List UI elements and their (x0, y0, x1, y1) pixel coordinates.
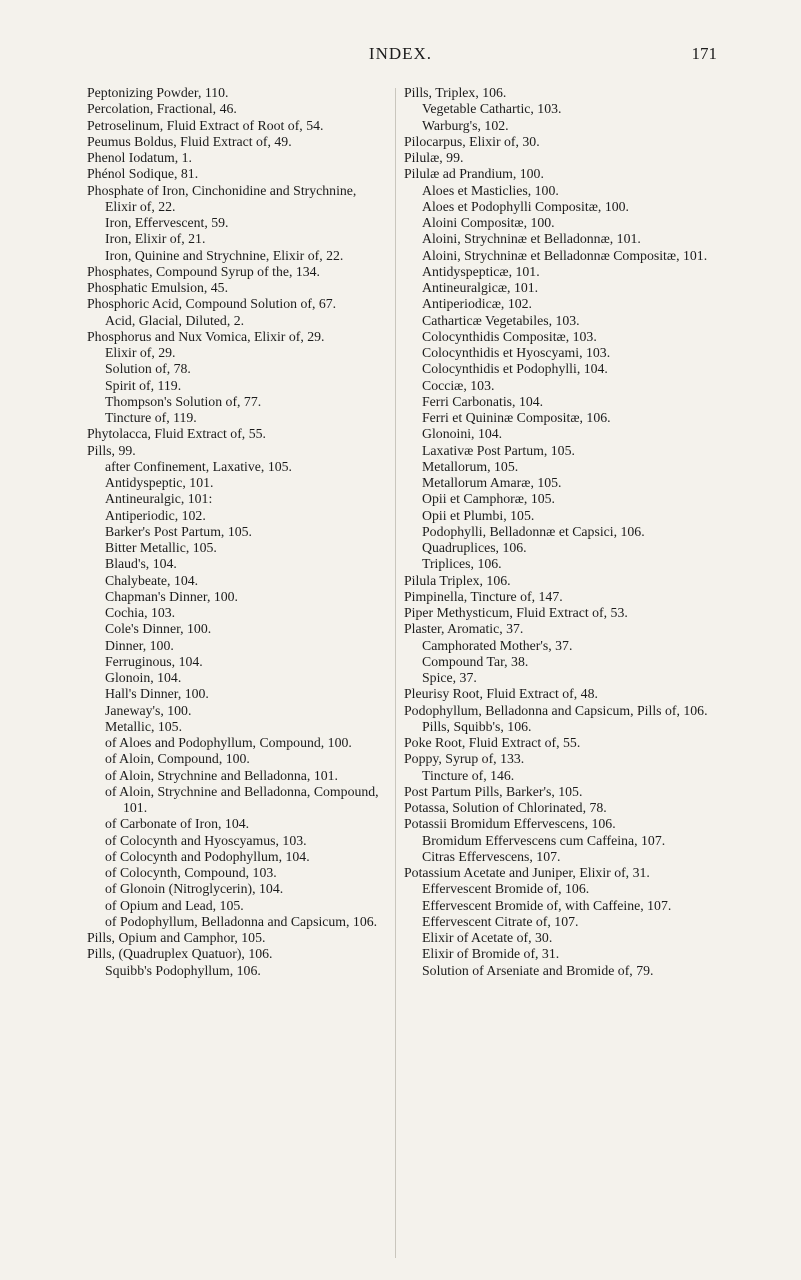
index-subentry: of Aloin, Strychnine and Belladonna, 101. (105, 767, 338, 783)
index-entry: Pilulæ, 99. (404, 150, 464, 165)
index-subentry: of Colocynth, Compound, 103. (105, 865, 277, 880)
index-subentry: Glonoini, 104. (422, 426, 503, 442)
index-subentry: Antidyspeptic, 101. (105, 475, 214, 490)
index-subentry: Bitter Metallic, 105. (105, 540, 217, 555)
index-subentry: Effervescent Citrate of, 107. (422, 913, 579, 929)
index-subentry: Tincture of, 119. (105, 410, 197, 425)
index-entry: Pimpinella, Tincture of, 147. (404, 588, 563, 604)
index-subentry: Antiperiodicæ, 102. (422, 296, 532, 312)
index-subentry: Elixir of Bromide of, 31. (422, 946, 560, 962)
index-subentry: Catharticæ Vegetabiles, 103. (422, 312, 580, 328)
index-subentry: Iron, Effervescent, 59. (105, 215, 229, 230)
index-entry: Phosphoric Acid, Compound Solution of, 67. (87, 296, 337, 312)
index-subentry: Solution of Arseniate and Bromide of, 79. (422, 962, 654, 978)
index-subentry: Colocynthidis et Podophylli, 104. (422, 361, 608, 377)
index-subentry: Camphorated Mother's, 37. (422, 637, 573, 653)
index-entry: Phénol Sodique, 81. (87, 166, 199, 182)
index-subentry: Solution of, 78. (105, 361, 191, 377)
index-subentry: of Opium and Lead, 105. (105, 897, 244, 913)
index-subentry: Aloes et Masticlies, 100. (422, 182, 559, 198)
index-entry: Phytolacca, Fluid Extract of, 55. (87, 426, 266, 442)
index-subentry: Acid, Glacial, Diluted, 2. (105, 312, 245, 328)
index-subentry: Chapman's Dinner, 100. (105, 588, 238, 604)
page-title: INDEX. (368, 44, 433, 63)
index-subentry: Ferri Carbonatis, 104. (422, 393, 544, 409)
index-subentry: Effervescent Bromide of, 106. (422, 881, 590, 897)
index-entry: Percolation, Fractional, 46. (87, 101, 237, 117)
index-subentry: Glonoin, 104. (105, 670, 182, 685)
index-subentry: Squibb's Podophyllum, 106. (105, 962, 261, 978)
page-number: 171 (691, 44, 717, 63)
index-subentry: Ferruginous, 104. (105, 653, 203, 669)
index-subentry: of Carbonate of Iron, 104. (105, 816, 250, 832)
index-subentry: Tincture of, 146. (422, 767, 515, 783)
index-entry: Phosphates, Compound Syrup of the, 134. (87, 263, 321, 279)
index-subentry: Colocynthidis Compositæ, 103. (422, 328, 597, 344)
index-subentry: Colocynthidis et Hyoscyami, 103. (422, 345, 611, 360)
index-subentry: Citras Effervescens, 107. (422, 848, 561, 864)
index-subentry: Antidyspepticæ, 101. (422, 263, 540, 279)
index-entry: Poke Root, Fluid Extract of, 55. (404, 735, 581, 750)
index-subentry: Chalybeate, 104. (105, 572, 199, 588)
index-subentry: Aloes et Podophylli Compositæ, 100. (422, 198, 629, 214)
index-subentry: Ferri et Quininæ Compositæ, 106. (422, 410, 611, 425)
index-entry: Pills, Triplex, 106. (404, 85, 507, 100)
index-subentry: Podophylli, Belladonnæ et Capsici, 106. (422, 523, 645, 539)
index-subentry: Cochia, 103. (105, 605, 176, 620)
index-entry: Peptonizing Powder, 110. (87, 85, 229, 100)
index-subentry: Iron, Elixir of, 21. (105, 231, 206, 247)
index-entry: Podophyllum, Belladonna and Capsicum, Pills of, 106. (404, 702, 708, 718)
index-subentry: Spice, 37. (422, 670, 477, 685)
index-subentry: of Colocynth and Hyoscyamus, 103. (105, 832, 307, 848)
index-entry: Phenol Iodatum, 1. (87, 150, 192, 165)
index-subentry: Blaud's, 104. (105, 556, 177, 572)
page-header (0, 44, 801, 70)
index-entry: Plaster, Aromatic, 37. (404, 621, 524, 637)
index-entry: Pills, (Quadruplex Quatuor), 106. (87, 946, 273, 962)
index-subentry: Elixir of, 29. (105, 345, 176, 360)
index-subentry: Spirit of, 119. (105, 377, 182, 393)
index-subentry: after Confinement, Laxative, 105. (105, 458, 292, 474)
index-entry: Potassa, Solution of Chlorinated, 78. (404, 800, 607, 815)
index-subentry: Elixir of Acetate of, 30. (422, 930, 553, 945)
index-column-right (404, 85, 726, 979)
index-entry: Pilocarpus, Elixir of, 30. (404, 133, 540, 149)
index-subentry: Metallic, 105. (105, 718, 183, 734)
index-subentry: Quadruplices, 106. (422, 540, 527, 555)
index-subentry: Triplices, 106. (422, 556, 502, 572)
index-subentry: Laxativæ Post Partum, 105. (422, 442, 575, 458)
index-subentry: Barker's Post Partum, 105. (105, 523, 252, 539)
index-subentry: Aloini, Strychninæ et Belladonnæ Compositæ, 101. (422, 247, 708, 263)
index-subentry: Thompson's Solution of, 77. (105, 393, 262, 409)
index-subentry: Iron, Quinine and Strychnine, Elixir of, 22. (105, 247, 344, 263)
index-subentry: Antiperiodic, 102. (105, 507, 206, 523)
index-subentry: Cole's Dinner, 100. (105, 621, 212, 637)
index-entry: Piper Methysticum, Fluid Extract of, 53. (404, 605, 628, 620)
index-subentry: of Glonoin (Nitroglycerin), 104. (105, 881, 284, 897)
index-subentry: Compound Tar, 38. (422, 653, 529, 669)
index-subentry: of Aloin, Strychnine and Belladonna, Compound, 101. (105, 783, 379, 815)
index-subentry: of Aloin, Compound, 100. (105, 751, 250, 767)
index-entry: Phosphatic Emulsion, 45. (87, 280, 229, 295)
index-subentry: Opii et Camphoræ, 105. (422, 491, 555, 507)
index-subentry: Hall's Dinner, 100. (105, 686, 209, 702)
index-subentry: Pills, Squibb's, 106. (422, 718, 532, 734)
index-entry: Pills, Opium and Camphor, 105. (87, 930, 266, 945)
index-subentry: Aloini, Strychninæ et Belladonnæ, 101. (422, 231, 641, 247)
index-entry: Pleurisy Root, Fluid Extract of, 48. (404, 686, 598, 702)
index-entry: Peumus Boldus, Fluid Extract of, 49. (87, 133, 292, 149)
index-subentry: Opii et Plumbi, 105. (422, 507, 535, 523)
index-subentry: Antineuralgicæ, 101. (422, 280, 539, 295)
index-subentry: of Colocynth and Podophyllum, 104. (105, 848, 310, 864)
index-subentry: Janeway's, 100. (105, 702, 192, 718)
index-entry: Petroselinum, Fluid Extract of Root of, 54. (87, 117, 324, 133)
index-entry: Potassium Acetate and Juniper, Elixir of, 31. (404, 865, 650, 880)
index-subentry: Antineuralgic, 101: (105, 491, 213, 507)
index-subentry: Metallorum, 105. (422, 458, 519, 474)
index-subentry: Metallorum Amaræ, 105. (422, 475, 562, 490)
index-subentry: Vegetable Cathartic, 103. (422, 101, 562, 117)
index-entry: Pilulæ ad Prandium, 100. (404, 166, 544, 182)
index-entry: Post Partum Pills, Barker's, 105. (404, 783, 583, 799)
index-entry: Poppy, Syrup of, 133. (404, 751, 525, 767)
index-entry: Phosphorus and Nux Vomica, Elixir of, 29. (87, 328, 325, 344)
index-entry: Pilula Triplex, 106. (404, 572, 511, 588)
index-subentry: Effervescent Bromide of, with Caffeine, 107. (422, 897, 672, 913)
index-subentry: Aloini Compositæ, 100. (422, 215, 555, 230)
index-entry: Pills, 99. (87, 442, 136, 458)
index-entry: Potassii Bromidum Effervescens, 106. (404, 816, 616, 832)
index-entry: Phosphate of Iron, Cinchonidine and Strychnine, Elixir of, 22. (87, 182, 357, 214)
index-subentry: Bromidum Effervescens cum Caffeina, 107. (422, 832, 666, 848)
index-subentry: of Aloes and Podophyllum, Compound, 100. (105, 735, 352, 750)
column-divider (395, 88, 396, 1258)
index-subentry: Warburg's, 102. (422, 117, 509, 133)
index-subentry: Dinner, 100. (105, 637, 174, 653)
index-column-left (87, 85, 390, 979)
index-subentry: of Podophyllum, Belladonna and Capsicum, 106. (105, 913, 378, 929)
index-subentry: Cocciæ, 103. (422, 377, 495, 393)
